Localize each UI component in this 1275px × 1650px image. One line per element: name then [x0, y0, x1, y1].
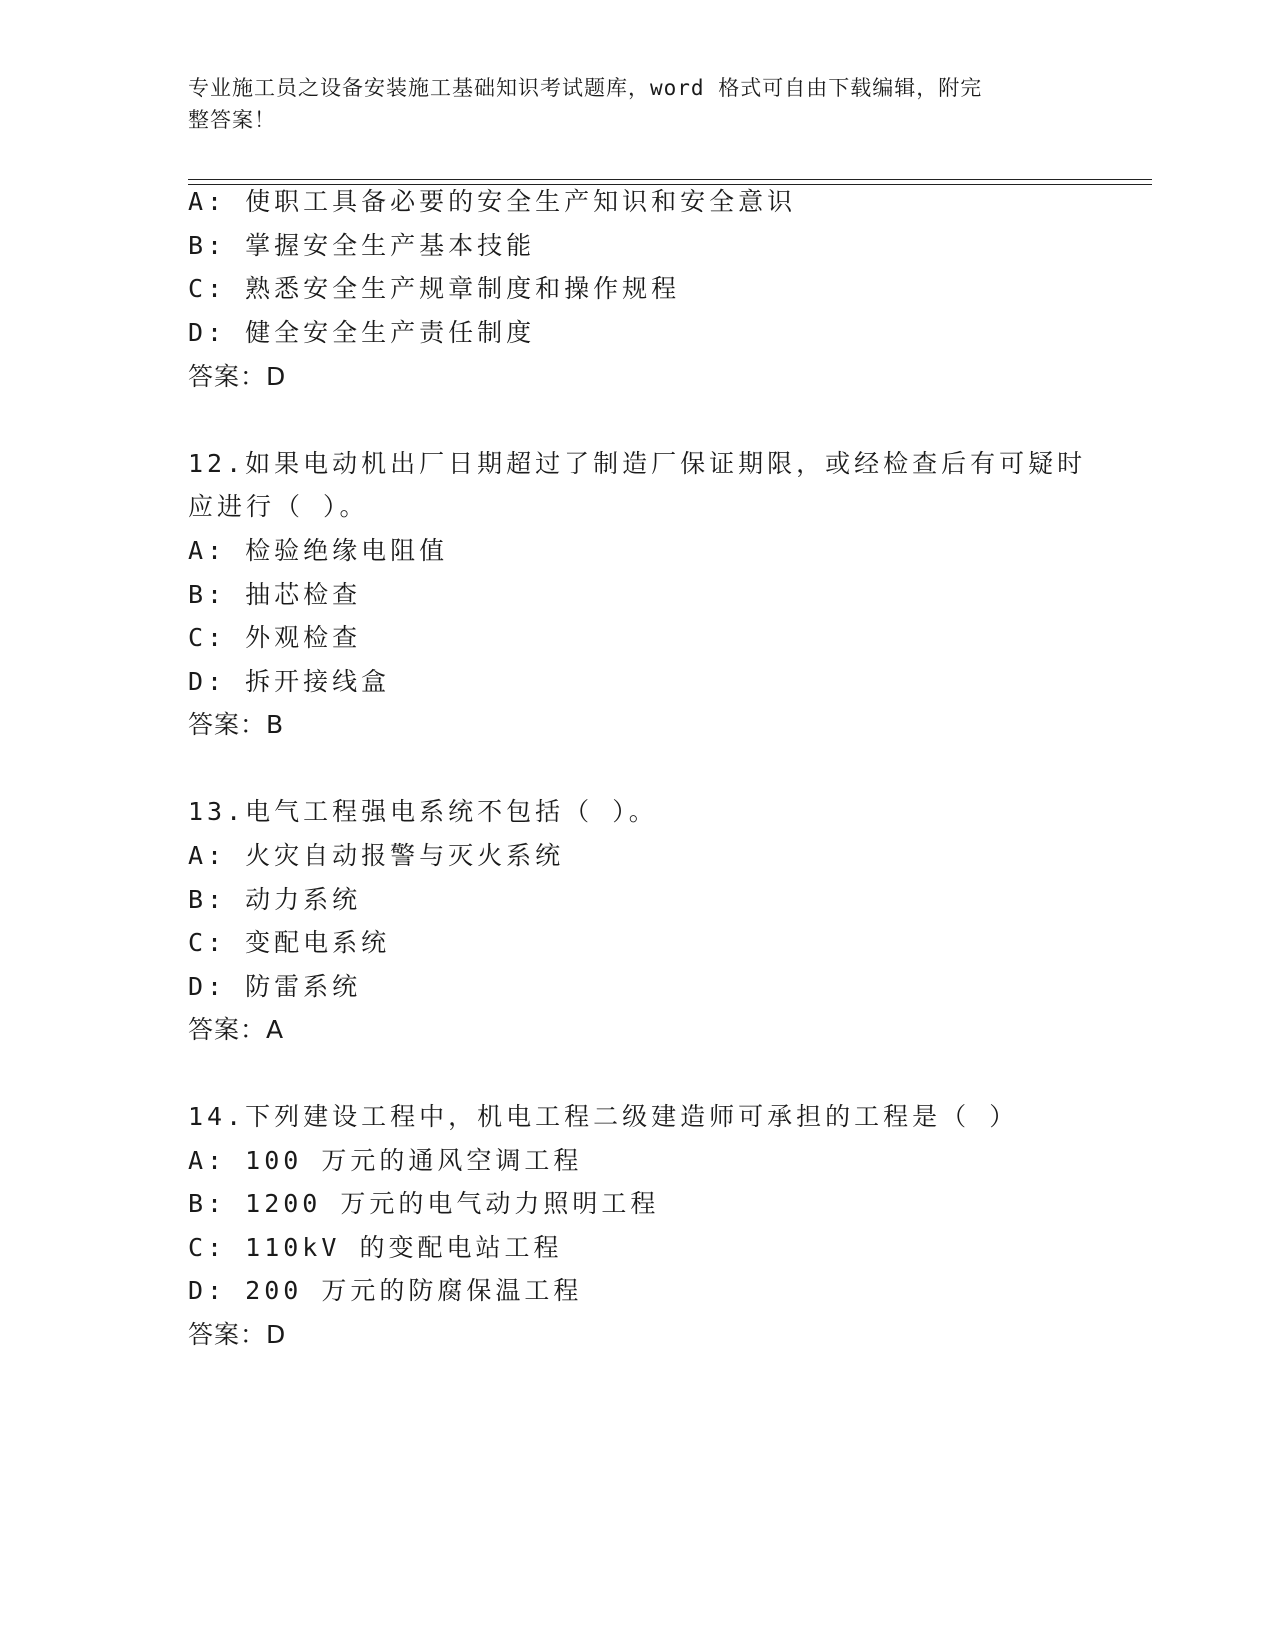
q14-answer: 答案：D	[188, 1320, 287, 1349]
q13-option-a: A: 火灾自动报警与灭火系统	[188, 841, 565, 870]
q12-stem-line-1: 12.如果电动机出厂日期超过了制造厂保证期限，或经检查后有可疑时	[188, 449, 1087, 478]
q14-stem-line-1: 14.下列建设工程中，机电工程二级建造师可承担的工程是（ ）	[188, 1102, 1019, 1131]
q13-option-d: D: 防雷系统	[188, 972, 362, 1001]
q14-option-d: D: 200 万元的防腐保温工程	[188, 1276, 583, 1305]
q12-option-b: B: 抽芯检查	[188, 580, 362, 609]
header-divider-bottom	[188, 184, 1152, 185]
q12-answer: 答案：B	[188, 710, 285, 739]
q14-option-a: A: 100 万元的通风空调工程	[188, 1146, 583, 1175]
q13-option-b: B: 动力系统	[188, 885, 362, 914]
q12-stem-line-2: 应进行（ ）。	[188, 492, 369, 521]
q11-option-d: D: 健全安全生产责任制度	[188, 318, 536, 347]
q11-option-a: A: 使职工具备必要的安全生产知识和安全意识	[188, 187, 797, 216]
q12-option-c: C: 外观检查	[188, 623, 362, 652]
header-line-1: 专业施工员之设备安装施工基础知识考试题库，word 格式可自由下载编辑，附完	[188, 76, 983, 100]
q14-option-b: B: 1200 万元的电气动力照明工程	[188, 1189, 660, 1218]
q12-option-d: D: 拆开接线盒	[188, 667, 391, 696]
q11-answer: 答案：D	[188, 362, 287, 391]
q13-stem-line-1: 13.电气工程强电系统不包括（ ）。	[188, 797, 658, 826]
header-line-2: 整答案！	[188, 108, 276, 132]
q14-option-c: C: 110kV 的变配电站工程	[188, 1233, 563, 1262]
q11-option-b: B: 掌握安全生产基本技能	[188, 231, 536, 260]
document-header	[188, 72, 1068, 136]
q12-option-a: A: 检验绝缘电阻值	[188, 536, 449, 565]
header-divider-top	[188, 179, 1152, 180]
q13-option-c: C: 变配电系统	[188, 928, 391, 957]
q13-answer: 答案：A	[188, 1015, 285, 1044]
q11-option-c: C: 熟悉安全生产规章制度和操作规程	[188, 274, 681, 303]
